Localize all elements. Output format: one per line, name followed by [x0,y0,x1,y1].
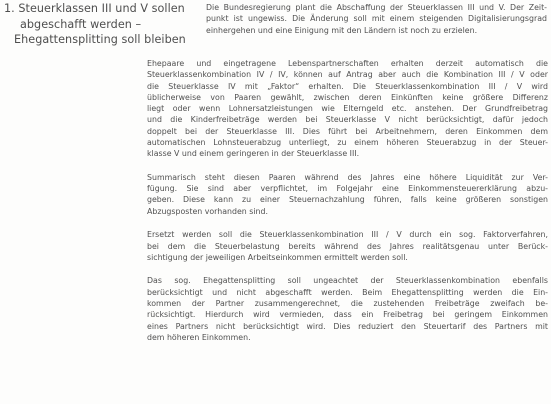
heading-line: 1. Steuerklassen III und V sollen [4,2,185,15]
section-heading [4,1,194,48]
text-line: punkt ist ungewiss. Die Änderung soll mit einem steigenden Digitalisierungsgrad [206,14,547,24]
text-line: Steuerklassenkombination IV / IV, können auf Antrag aber auch die Kombination III / V oder [147,70,548,80]
text-line: und die Kinderfreibeträge werden bei Steuerklasse V nicht berücksichtigt, dafür jedoch [147,115,548,125]
text-line: automatischen Lohnsteuerabzug unterliegt, zu einem höheren Steuerabzug in der Steuer- [147,138,548,148]
text-line: geben. Diese kann zu einer Steuernachzahlung führen, falls keine größeren sonstigen [147,195,548,205]
text-line: üblicherweise von Paaren gewählt, zwischen deren Einkünften keine größere Differenz [147,92,548,102]
paragraph [147,229,548,263]
intro-paragraph [206,2,547,36]
text-line: bei dem die Steuerbelastung bereits während des Jahres realitätsgenau unter Berück- [147,241,548,251]
heading-line: abgeschafft werden – [20,17,142,31]
text-line: Die Bundesregierung plant die Abschaffung der Steuerklassen III und V. Der Zeit- [206,3,547,12]
text-line: Ehepaare und eingetragene Lebenspartnerschaften erhalten derzeit automatisch die [147,59,548,68]
text-line: kommen der Partner zusammengerechnet, die zustehenden Freibeträge zweifach be- [147,298,548,308]
text-line: klasse V und einem geringeren in der Steuerklasse III. [147,149,360,159]
text-line: Abzugsposten vorhanden sind. [147,206,268,216]
text-line: dem höheren Einkommen. [147,332,251,342]
text-line: berücksichtigt und nicht abgeschafft werden. Beim Ehegattensplitting werden die Ein- [147,287,548,297]
text-line: doppelt bei der Steuerklasse III. Dies führt bei Arbeitnehmern, deren Einkommen dem [147,126,548,136]
text-line: die Steuerklasse IV mit „Faktor“ erhalten. Die Steuerklassenkombination III / V wird [147,81,548,91]
text-line: eines Partners nicht berücksichtigt wird. Dies reduziert den Steuertarif des Partners mit [147,321,548,331]
paragraph [147,172,548,217]
text-line: Das sog. Ehegattensplitting soll ungeachtet der Steuerklassenkombination ebenfalls [147,276,548,286]
paragraph [147,58,548,160]
text-line: rücksichtigt. Hierdurch wird vermieden, dass ein Freibetrag bei geringem Einkommen [147,310,548,320]
body-text [147,58,548,355]
heading-line: Ehegattensplitting soll bleiben [14,33,186,46]
text-line: einhergehen und eine Einigung mit den Ländern ist noch zu erzielen. [206,25,478,35]
text-line: liegt oder wenn Lohnersatzleistungen wie Elterngeld etc. anstehen. Der Grundfreibetrag [147,104,548,114]
text-line: fügung. Sie sind aber verpflichtet, im Folgejahr eine Einkommensteuererklärung abzu- [147,184,548,194]
text-line: Summarisch steht diesen Paaren während des Jahres eine höhere Liquidität zur Ver- [147,172,548,182]
paragraph [147,275,548,343]
text-line: sichtigung der jeweiligen Arbeitseinkommen ermittelt werden soll. [147,252,408,262]
text-line: Ersetzt werden soll die Steuerklassenkombination III / V durch ein sog. Faktorverfahren, [147,230,548,240]
